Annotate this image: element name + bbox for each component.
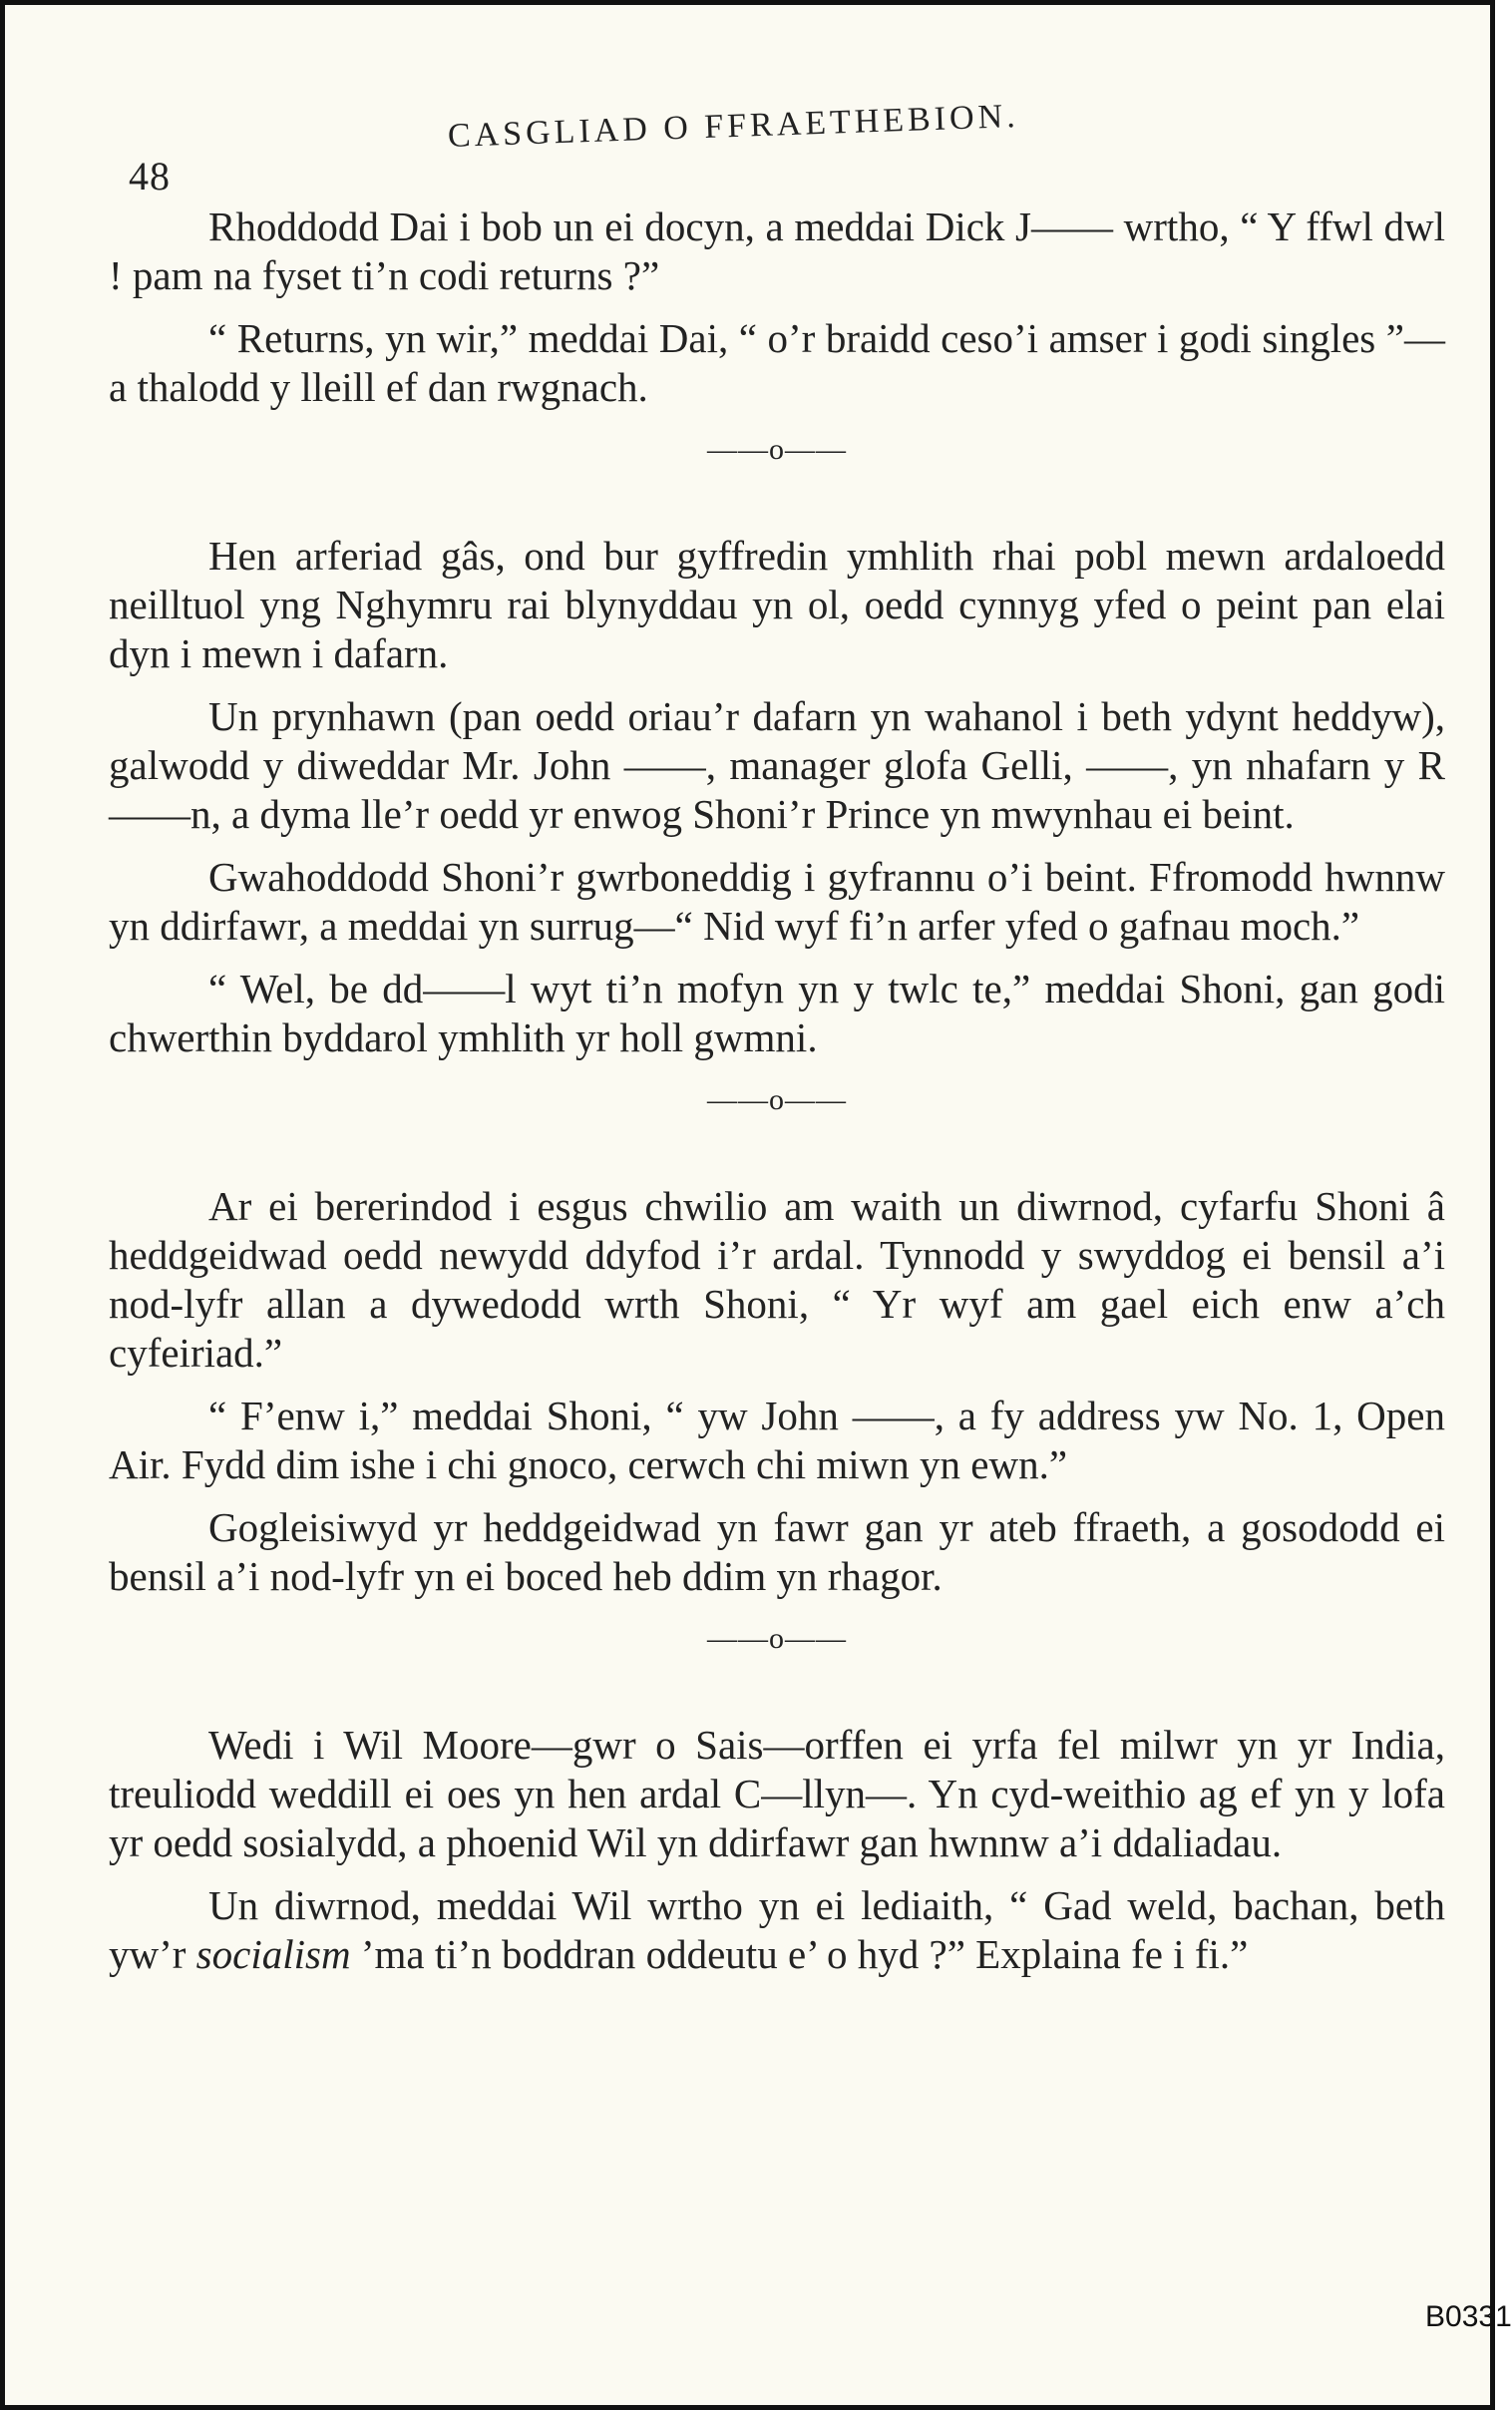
paragraph: Gogleisiwyd yr heddgeidwad yn fawr gan yr ateb ffraeth, a gosododd ei bensil a’i nod-lyfr yn ei boced heb ddim yn rhagor.	[109, 1504, 1445, 1599]
paragraph: Ar ei bererindod i esgus chwilio am waith un diwrnod, cyfarfu Shoni â heddgeidwad oedd newydd ddyfod i’r ardal. Tynnodd y swyddog ei bensil a’i nod-lyfr allan a dywedodd wrth Shoni, “ Yr wyf am gael eich enw a’ch cyfeiriad.”	[109, 1183, 1445, 1376]
paragraph: Wedi i Wil Moore—gwr o Sais—orffen ei yrfa fel milwr yn yr India, treuliodd weddill ei oes yn hen ardal C—llyn—. Yn cyd-weithio ag ef yn y lofa yr oedd sosialydd, a phoenid Wil yn ddirfawr gan hwnnw a’i ddaliadau.	[109, 1722, 1445, 1865]
paragraph-text: ’ma ti’n boddran oddeutu e’ o hyd ?” Explaina fe i fi.”	[350, 1931, 1249, 1977]
anecdote-shoni-policeman	[109, 1182, 1445, 1601]
anecdote-returns	[109, 202, 1445, 412]
header-title: CASGLIAD O FFRAETHEBION.	[447, 98, 1020, 155]
section-separator: ——o——	[707, 433, 847, 466]
page-number: 48	[129, 154, 171, 199]
paragraph: Gwahoddodd Shoni’r gwrboneddig i gyfrannu o’i beint. Ffromodd hwnnw yn ddirfawr, a meddai yn surrug—“ Nid wyf fi’n arfer yfed o gafnau moch.”	[109, 854, 1445, 949]
paragraph: “ F’enw i,” meddai Shoni, “ yw John ——, a fy address yw No. 1, Open Air. Fydd dim ishe i chi gnoco, cerwch chi miwn yn ewn.”	[109, 1393, 1445, 1487]
running-head	[109, 93, 1445, 202]
paragraph-text: Un diwrnod, meddai Wil wrtho yn ei lediaith, “ Gad weld, bachan, beth yw’r	[109, 1882, 1445, 1977]
section-separator: ——o——	[707, 1622, 847, 1655]
paragraph: Hen arferiad gâs, ond bur gyffredin ymhlith rhai pobl mewn ardaloedd neilltuol yng Nghymru rai blynyddau yn ol, oedd cynnyg yfed o peint pan elai dyn i mewn i dafarn.	[109, 533, 1445, 676]
anecdote-shoni-tavern	[109, 532, 1445, 1062]
paragraph: Un prynhawn (pan oedd oriau’r dafarn yn wahanol i beth ydynt heddyw), galwodd y diweddar Mr. John ——, manager glofa Gelli, ——, yn nhafarn y R——n, a dyma lle’r oedd yr enwog Shoni’r Prince yn mwynhau ei beint.	[109, 693, 1445, 837]
catalog-code: B0331	[1425, 2300, 1512, 2333]
book-page	[109, 93, 1512, 2377]
paragraph: “ Wel, be dd——l wyt ti’n mofyn yn y twlc te,” meddai Shoni, gan godi chwerthin byddarol ymhlith yr holl gwmni.	[109, 966, 1445, 1060]
anecdote-wil-moore	[109, 1721, 1445, 1979]
body-text	[109, 202, 1445, 1993]
paragraph-final	[109, 1881, 1445, 1979]
section-separator: ——o——	[707, 1083, 847, 1116]
emphasized-word: socialism	[195, 1931, 351, 1977]
paragraph: Rhoddodd Dai i bob un ei docyn, a meddai Dick J—— wrtho, “ Y ffwl dwl ! pam na fyset ti’n codi returns ?”	[109, 203, 1445, 298]
paragraph: “ Returns, yn wir,” meddai Dai, “ o’r braidd ceso’i amser i godi singles ”—a thalodd y lleill ef dan rwgnach.	[109, 315, 1445, 410]
